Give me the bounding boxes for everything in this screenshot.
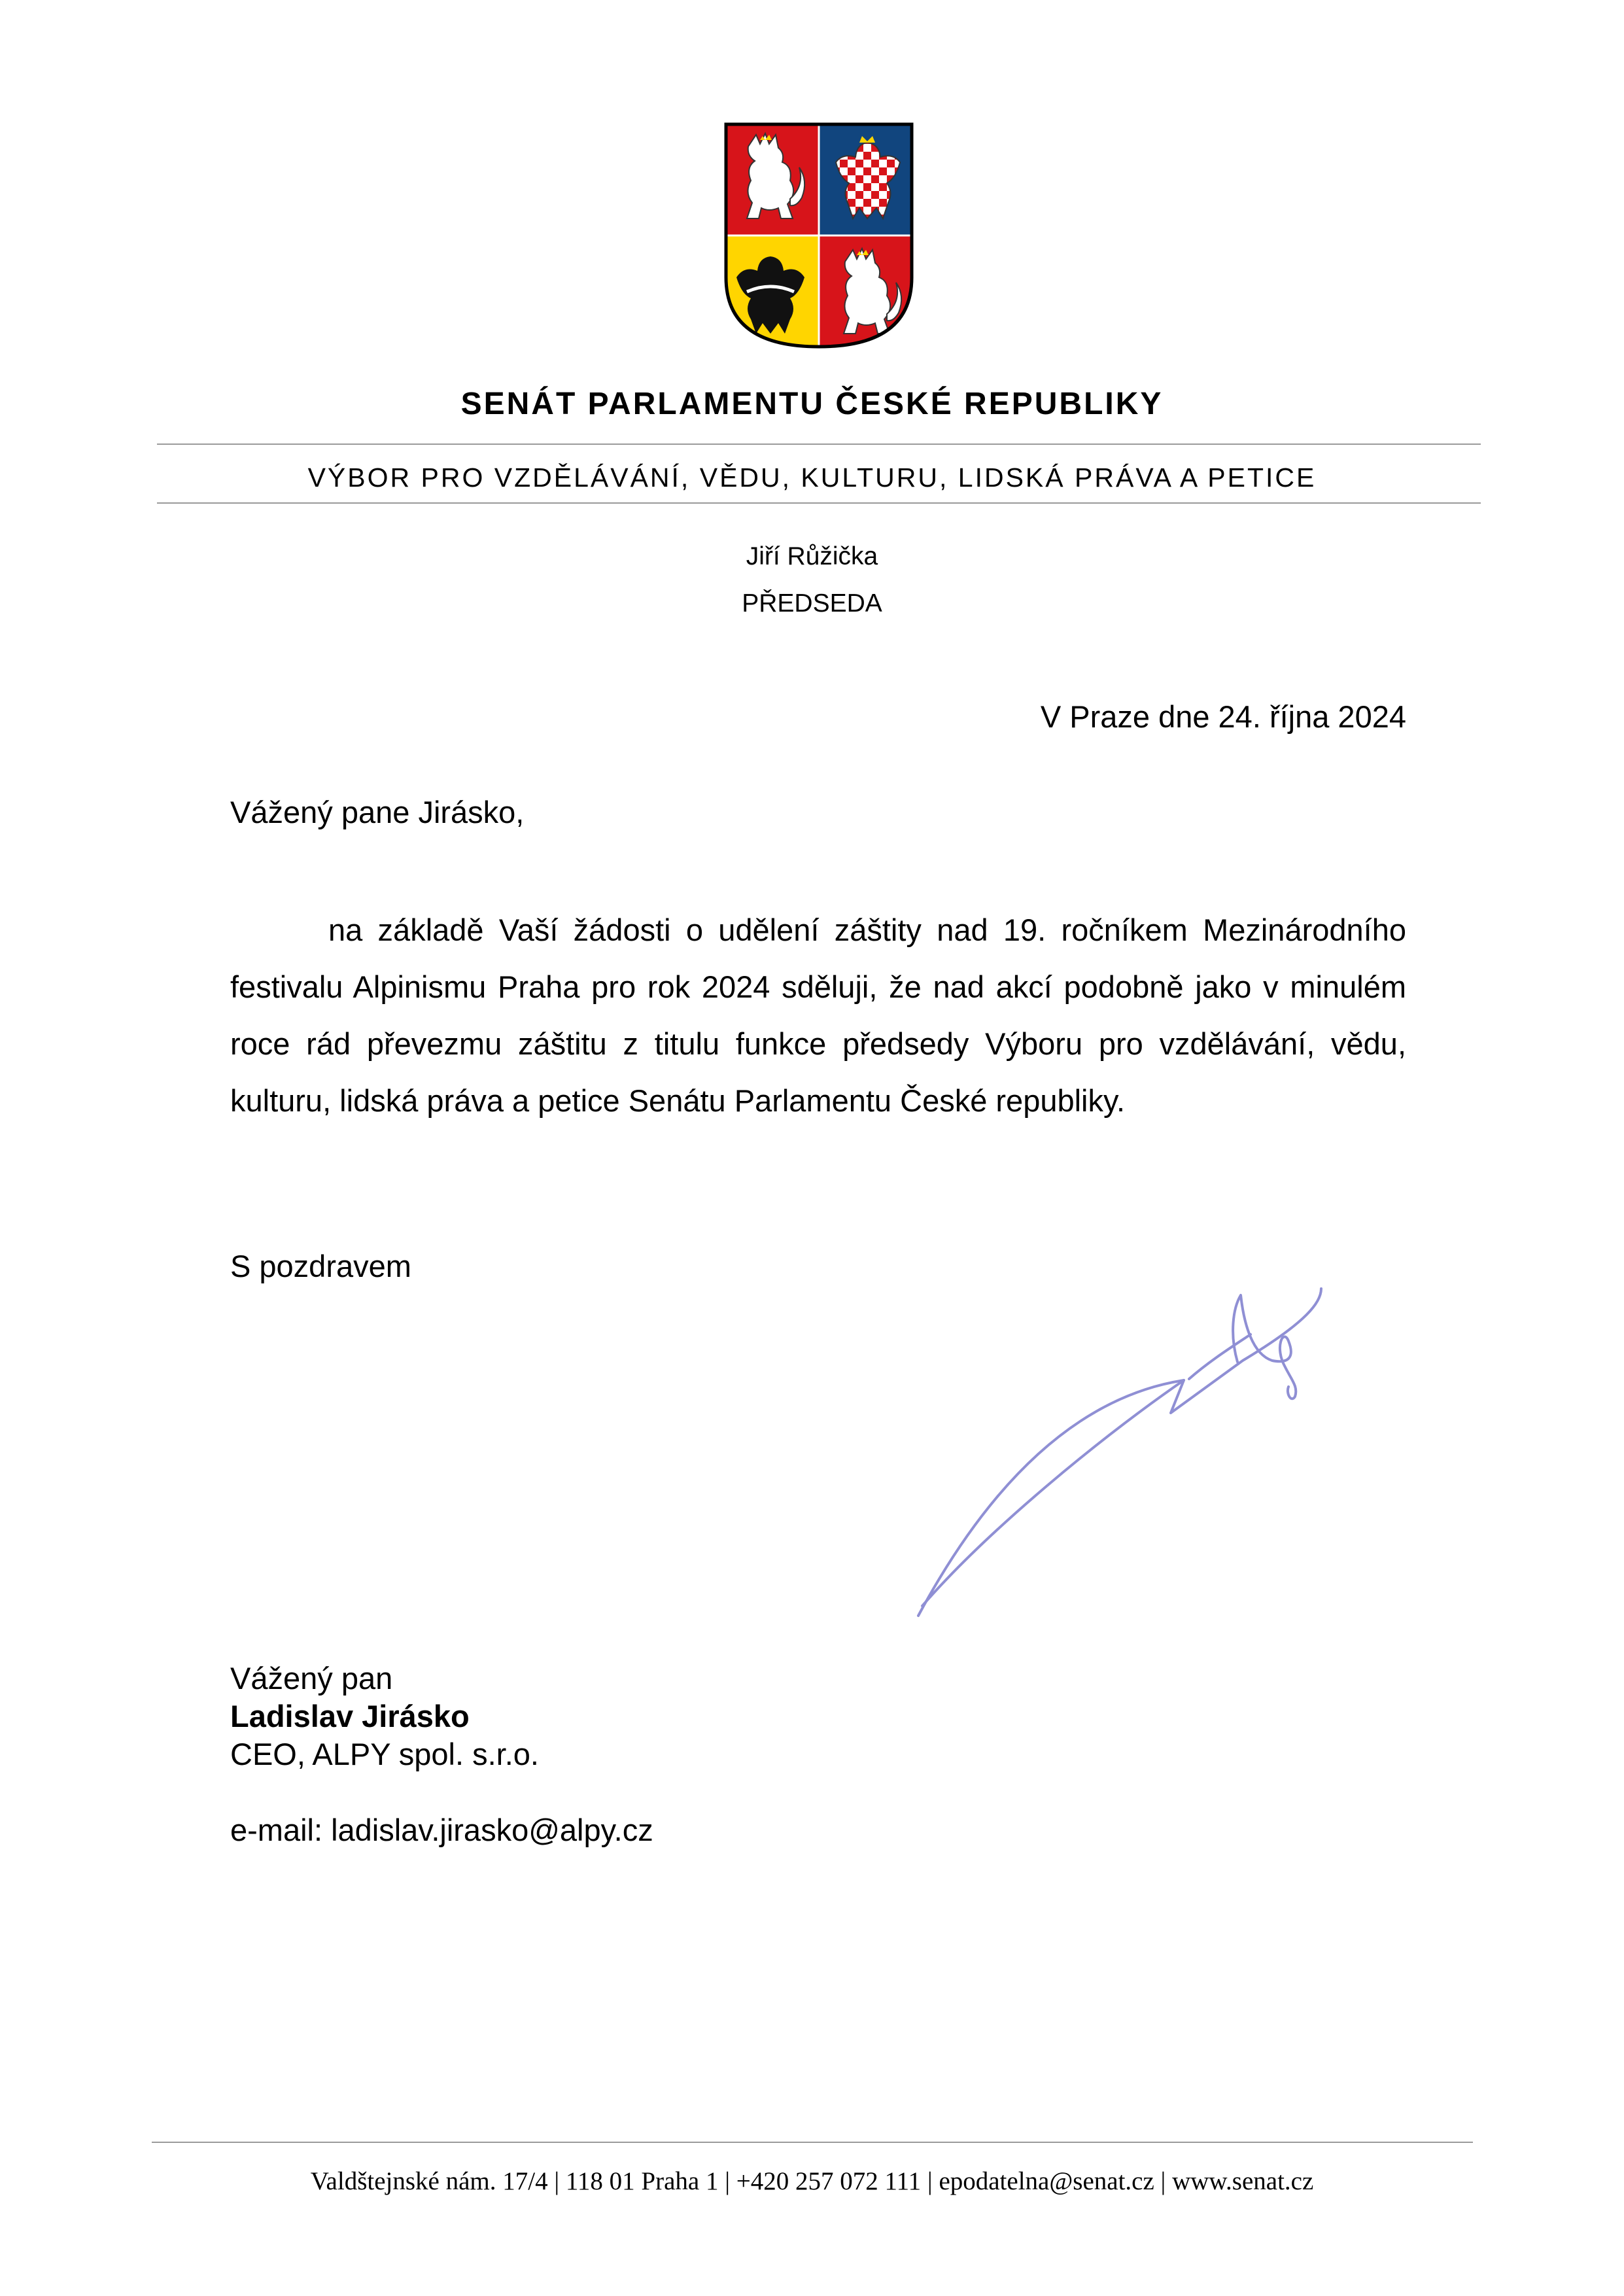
letter-closing: S pozdravem bbox=[230, 1249, 411, 1283]
letter-body: na základě Vaší žádosti o udělení záštity nad 19. ročníkem Mezinárodního festivalu Alpinismu Praha pro rok 2024 sděluji, že nad akcí podobně jako v minulém roce rád převezmu záštitu z titulu funkce předsedy Výboru pro vzdělávání, vědu, kulturu, lidská práva a petice Senátu Parlamentu České republiky. bbox=[230, 913, 1406, 1118]
committee-name: VÝBOR PRO VZDĚLÁVÁNÍ, VĚDU, KULTURU, LIDSKÁ PRÁVA A PETICE bbox=[307, 462, 1317, 493]
recipient-name: Ladislav Jirásko bbox=[230, 1699, 470, 1733]
chair-name: Jiří Růžička bbox=[746, 542, 878, 570]
handwritten-signature-icon bbox=[903, 1262, 1347, 1635]
czech-coat-of-arms-icon bbox=[722, 120, 916, 351]
recipient-position: CEO, ALPY spol. s.r.o. bbox=[230, 1737, 539, 1771]
footer-contact: Valdštejnské nám. 17/4 | 118 01 Praha 1 | +420 257 072 111 | epodatelna@senat.cz | www.senat.cz bbox=[310, 2167, 1314, 2195]
recipient-email: e-mail: ladislav.jirasko@alpy.cz bbox=[230, 1813, 653, 1847]
chair-role: PŘEDSEDA bbox=[742, 589, 882, 617]
institution-title: SENÁT PARLAMENTU ČESKÉ REPUBLIKY bbox=[460, 387, 1164, 421]
footer-rule bbox=[152, 2142, 1473, 2143]
letter-date: V Praze dne 24. října 2024 bbox=[1040, 699, 1406, 734]
header-bottom-rule bbox=[157, 502, 1481, 504]
letter-salutation: Vážený pane Jirásko, bbox=[230, 795, 525, 829]
header-top-rule bbox=[157, 444, 1481, 445]
recipient-greeting: Vážený pan bbox=[230, 1661, 393, 1696]
